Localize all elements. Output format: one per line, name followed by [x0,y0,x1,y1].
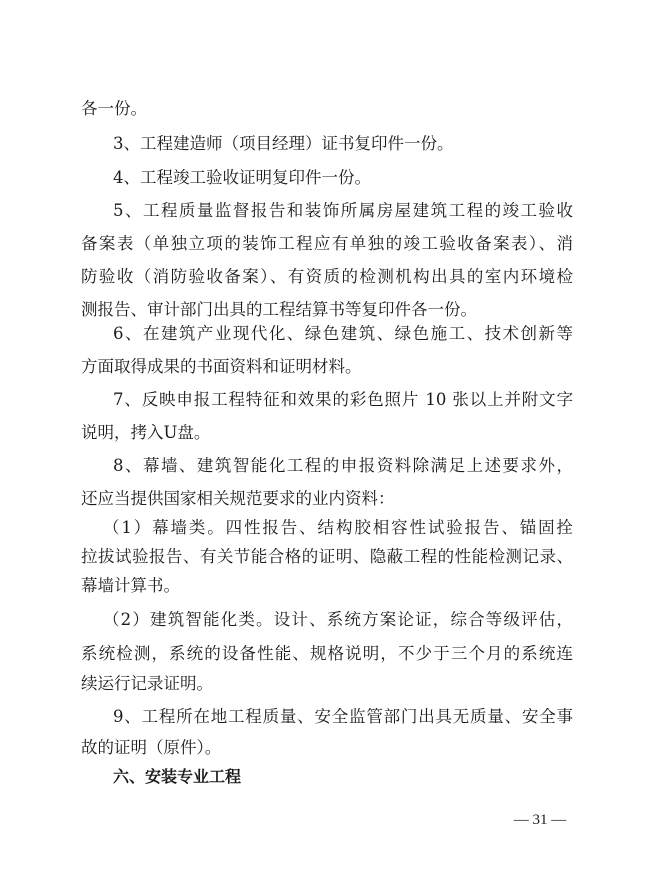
item-7-line-1: 7、反映申报工程特征和效果的彩色照片 10 张以上并附文字 [113,390,573,409]
item-8-line-1: 8、幕墙、建筑智能化工程的申报资料除满足上述要求外， [113,456,573,475]
item-3-line: 3、工程建造师（项目经理）证书复印件一份。 [113,134,454,153]
page-number: — 31 — [513,812,567,828]
item-5-line-3: 防验收（消防验收备案）、有资质的检测机构出具的室内环境检 [81,267,573,286]
item-8-1-line-3: 幕墙计算书。 [81,576,180,595]
item-5-line-2: 备案表（单独立项的装饰工程应有单独的竣工验收备案表）、消 [81,234,573,253]
item-8-1-line-1: （1）幕墙类。四性报告、结构胶相容性试验报告、锚固拴 [103,518,573,537]
item-8-line-2: 还应当提供国家相关规范要求的业内资料： [81,489,395,508]
section-heading: 六、安装专业工程 [113,767,242,786]
item-8-2-line-2: 系统检测，系统的设备性能、规格说明，不少于三个月的系统连 [81,644,573,663]
item-9-line-1: 9、工程所在地工程质量、安全监管部门出具无质量、安全事 [113,707,573,726]
item-6-line-2: 方面取得成果的书面资料和证明材料。 [81,357,362,376]
item-5-line-4: 测报告、审计部门出具的工程结算书等复印件各一份。 [81,300,477,319]
item-9-line-2: 故的证明（原件）。 [81,738,222,757]
item-8-2-line-3: 续运行记录证明。 [81,674,213,693]
text-line-continuation: 各一份。 [81,99,147,118]
item-6-line-1: 6、在建筑产业现代化、绿色建筑、绿色施工、技术创新等 [113,324,573,343]
item-4-line: 4、工程竣工验收证明复印件一份。 [113,168,371,187]
item-8-2-line-1: （2）建筑智能化类。设计、系统方案论证，综合等级评估， [103,610,573,629]
item-5-line-1: 5、工程质量监督报告和装饰所属房屋建筑工程的竣工验收 [113,201,573,220]
item-7-line-2: 说明，拷入U盘。 [81,423,211,442]
item-8-1-line-2: 拉拔试验报告、有关节能合格的证明、隐蔽工程的性能检测记录、 [81,547,573,566]
